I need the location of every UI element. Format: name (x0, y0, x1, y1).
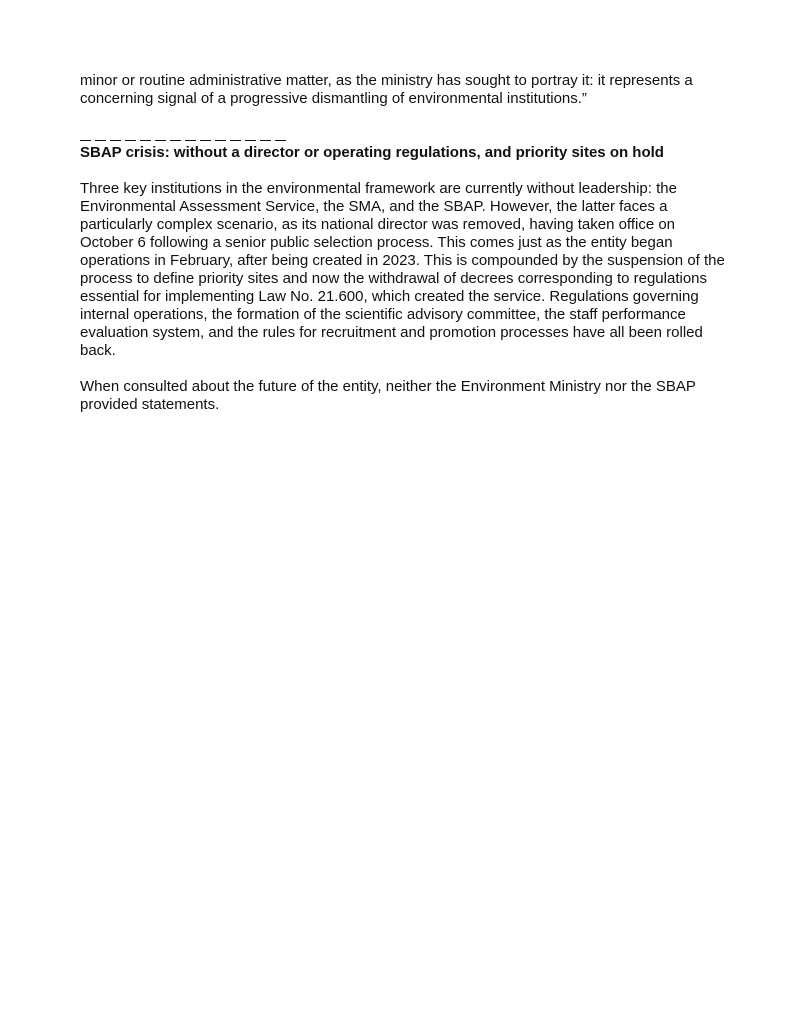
body-paragraph-1: Three key institutions in the environmental framework are currently without leadership: the Environmental Assessment Service, the SMA, and the SBAP. However, the latter faces a particularly complex scenario, as its national director was removed, having taken office on October 6 following a senior public selection process. This comes just as the entity began operations in February, after being created in 2023. This is compounded by the suspension of the process to define priority sites and now the withdrawal of decrees corresponding to regulations essential for implementing Law No. 21.600, which created the service. Regulations governing internal operations, the formation of the scientific advisory committee, the staff performance evaluation system, and the rules for recruitment and promotion processes have all been rolled back. (80, 180, 725, 359)
document-page (80, 72, 730, 414)
section-separator (80, 126, 294, 144)
body-paragraph-2: When consulted about the future of the entity, neither the Environment Ministry nor the SBAP provided statements. (80, 378, 696, 413)
intro-paragraph: minor or routine administrative matter, as the ministry has sought to portray it: it represents a concerning signal of a progressive dismantling of environmental institutions.” (80, 72, 693, 107)
section-heading: SBAP crisis: without a director or operating regulations, and priority sites on hold (80, 144, 664, 161)
